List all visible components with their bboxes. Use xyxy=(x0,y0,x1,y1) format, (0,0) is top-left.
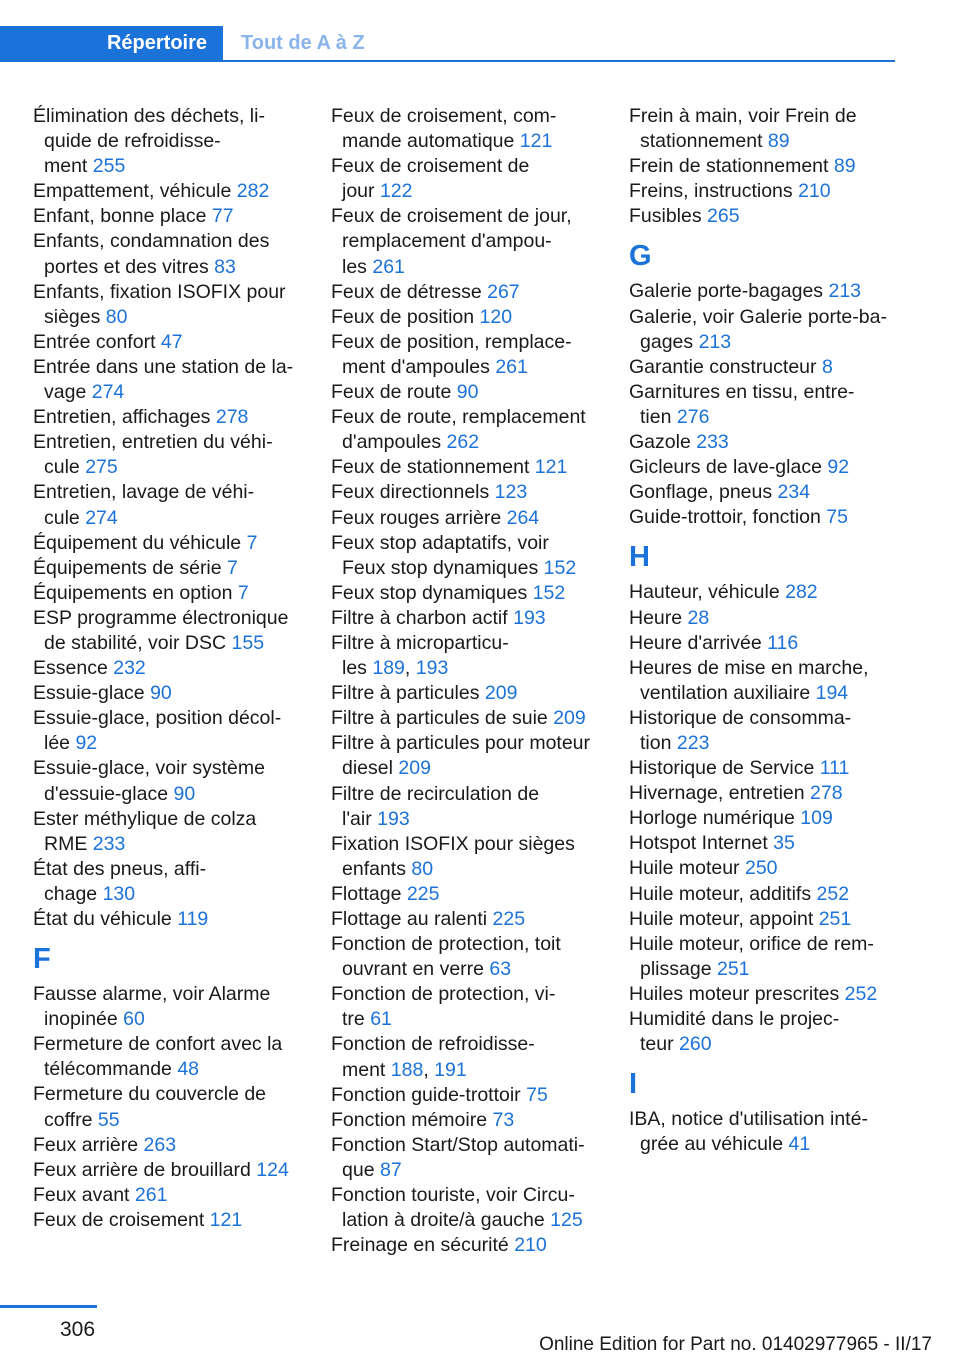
page-link[interactable]: 90 xyxy=(173,782,196,805)
index-entry-label: Heures de mise en marche, ventilation auxiliaire xyxy=(629,656,869,704)
page-link[interactable]: 7 xyxy=(237,581,249,604)
page-link[interactable]: 210 xyxy=(514,1234,547,1257)
index-entry xyxy=(331,932,621,982)
page-link[interactable]: 232 xyxy=(113,657,146,680)
index-entry xyxy=(33,1183,323,1208)
page-link[interactable]: 261 xyxy=(134,1183,168,1206)
index-entry-label: Feux de détresse xyxy=(331,280,482,303)
index-entry-label: Fonction de protection, vi- tre xyxy=(331,983,556,1031)
page-link[interactable]: 89 xyxy=(833,155,856,178)
index-entry-label: Historique de Service xyxy=(629,757,815,780)
index-entry xyxy=(331,581,621,606)
index-entry-label: Flottage xyxy=(331,882,402,905)
page-link[interactable]: 89 xyxy=(767,130,790,153)
page-link[interactable]: 282 xyxy=(236,180,270,203)
index-entry xyxy=(331,455,621,480)
index-entry-label: Essuie-glace xyxy=(33,682,145,705)
index-entry-label: Feux de stationnement xyxy=(331,456,530,479)
index-entry-label: Feux de croisement de jour xyxy=(331,155,530,203)
index-entry xyxy=(629,656,919,706)
index-entry-label: Essuie-glace, position décol- lée xyxy=(33,707,282,755)
index-entry xyxy=(331,104,621,154)
index-entry xyxy=(33,229,323,279)
index-entry xyxy=(629,104,919,154)
page-link[interactable]: 152 xyxy=(532,581,566,604)
index-column-2 xyxy=(331,104,621,1258)
index-entry xyxy=(629,882,919,907)
index-entry xyxy=(33,280,323,330)
index-entry-label: Hotspot Internet xyxy=(629,832,768,855)
index-entry xyxy=(33,1208,323,1233)
index-entry-label: Feux de position, remplace- ment d'ampoules xyxy=(331,330,572,378)
index-entry xyxy=(33,355,323,405)
page-link[interactable]: 121 xyxy=(209,1208,243,1231)
index-entry-label: Élimination des déchets, li- quide de refroidisse- ment xyxy=(33,105,265,178)
index-entry-label: Filtre à particules pour moteur diesel xyxy=(331,732,591,780)
page-link[interactable]: 109 xyxy=(800,807,833,830)
index-entry xyxy=(331,204,621,279)
page-link[interactable]: 194 xyxy=(815,681,849,704)
page-link[interactable]: 63 xyxy=(489,958,512,981)
index-entry-label: Filtre à charbon actif xyxy=(331,606,508,629)
page-link[interactable]: 124 xyxy=(256,1158,289,1181)
index-entry-label: État des pneus, affi- chage xyxy=(33,857,207,905)
page-link[interactable]: 83 xyxy=(214,255,236,278)
page-link[interactable]: 130 xyxy=(102,882,136,905)
page-link[interactable]: 252 xyxy=(816,882,850,905)
page-link[interactable]: 264 xyxy=(506,506,540,529)
index-entry-label: Feux de route xyxy=(331,381,452,404)
index-entry-label: Hivernage, entretien xyxy=(629,782,805,805)
page-link[interactable]: 90 xyxy=(456,381,479,404)
page-link[interactable]: 276 xyxy=(676,405,710,428)
index-entry-label: Garantie constructeur xyxy=(629,355,817,378)
index-entry xyxy=(331,782,621,832)
page-link[interactable]: 61 xyxy=(370,1008,392,1031)
index-entry xyxy=(629,430,919,455)
index-entry xyxy=(331,1233,621,1258)
index-entry xyxy=(33,204,323,229)
index-entry-label: Fonction touriste, voir Circu- lation à droite/à gauche xyxy=(331,1184,575,1232)
index-entry-label: Feux directionnels xyxy=(331,481,490,504)
index-letter-heading: H xyxy=(629,541,650,574)
index-entry xyxy=(629,806,919,831)
index-entry xyxy=(331,681,621,706)
index-entry xyxy=(33,681,323,706)
page-link[interactable]: 7 xyxy=(246,531,258,554)
page-link[interactable]: 225 xyxy=(492,908,526,930)
index-entry xyxy=(629,1107,919,1157)
page-link[interactable]: 263 xyxy=(143,1133,177,1156)
index-entry-label: Fonction Start/Stop automati- que xyxy=(331,1133,585,1181)
page-link[interactable]: 213 xyxy=(828,280,862,303)
page-link[interactable]: 265 xyxy=(707,205,740,228)
page-link[interactable]: 225 xyxy=(406,882,440,905)
index-letter-heading: I xyxy=(629,1068,638,1101)
index-entry xyxy=(331,731,621,781)
index-entry xyxy=(33,1158,323,1183)
page-link[interactable]: 73 xyxy=(492,1108,515,1131)
index-entry-label: Filtre à particules xyxy=(331,682,480,705)
index-entry xyxy=(331,305,621,330)
page-link[interactable]: 116 xyxy=(767,631,799,654)
index-column-3 xyxy=(629,104,919,1157)
index-entry xyxy=(33,556,323,581)
index-entry xyxy=(33,907,323,932)
index-entry xyxy=(33,656,323,681)
index-column-1 xyxy=(33,104,323,1233)
page-link[interactable]: 7 xyxy=(227,556,238,579)
index-entry-label: Feux de route, remplacement d'ampoules xyxy=(331,406,586,454)
index-entry-label: Entrée confort xyxy=(33,330,156,353)
index-entry xyxy=(629,179,919,204)
index-entry-label: Huile moteur xyxy=(629,857,740,880)
page-link[interactable]: 233 xyxy=(92,832,126,855)
index-entry xyxy=(629,355,919,380)
page-link[interactable]: 251 xyxy=(716,957,750,980)
index-entry xyxy=(331,832,621,882)
index-entry xyxy=(33,531,323,556)
tab-bar xyxy=(0,26,895,62)
index-entry xyxy=(629,631,919,656)
page-link[interactable]: 209 xyxy=(484,682,518,705)
index-entry-label: Entrée dans une station de la- vage xyxy=(33,355,294,404)
page-link[interactable]: 250 xyxy=(744,857,778,880)
index-entry-label: Fonction guide-trottoir xyxy=(331,1083,521,1106)
index-entry-label: Feux stop adaptatifs, voir Feux stop dynamiques xyxy=(331,531,549,579)
page-link[interactable]: 278 xyxy=(810,782,843,805)
index-entry xyxy=(629,706,919,756)
index-entry xyxy=(629,480,919,505)
index-entry-label: Gazole xyxy=(629,431,691,454)
index-entry xyxy=(331,480,621,505)
page-link[interactable]: 260 xyxy=(679,1033,712,1056)
index-entry xyxy=(33,480,323,530)
index-entry: Filtre à microparticu- les 189, 193 xyxy=(331,631,509,680)
page-link[interactable]: 267 xyxy=(487,280,520,303)
page-link[interactable]: 121 xyxy=(534,456,568,479)
index-entry-label: Enfants, condamnation des portes et des vitres xyxy=(33,230,270,278)
index-entry-label: ESP programme électronique de stabilité, voir DSC xyxy=(33,606,289,654)
index-entry xyxy=(629,856,919,881)
index-entry-label: Enfants, fixation ISOFIX pour sièges xyxy=(33,280,286,328)
index-entry xyxy=(331,531,621,581)
index-entry-label: Huile moteur, additifs xyxy=(629,882,812,905)
page-link[interactable]: 48 xyxy=(177,1058,200,1081)
page-link[interactable]: 55 xyxy=(97,1108,120,1131)
index-entry-label: Filtre à microparticu- les xyxy=(331,631,509,680)
page-link[interactable]: 223 xyxy=(676,731,710,754)
index-entry xyxy=(629,781,919,806)
index-entry-label: Heure d'arrivée xyxy=(629,631,762,654)
page-link[interactable]: 90 xyxy=(150,682,172,705)
page-link[interactable]: 274 xyxy=(91,381,125,404)
page-link[interactable]: 75 xyxy=(826,506,848,529)
index-entry-label: Fonction de protection, toit ouvrant en verre xyxy=(331,933,561,981)
index-entry-label: Filtre à particules de suie xyxy=(331,707,548,730)
index-entry-label: Équipements en option xyxy=(33,581,233,604)
index-entry-label: Garnitures en tissu, entre- tien xyxy=(629,380,855,428)
index-entry-label: Heure xyxy=(629,606,683,629)
index-entry xyxy=(33,606,323,656)
index-entry-label: Fonction mémoire xyxy=(331,1108,488,1131)
index-entry xyxy=(331,882,621,907)
index-entry-label: Gonflage, pneus xyxy=(629,481,773,504)
index-entry-label: Essuie-glace, voir système d'essuie-glace xyxy=(33,757,265,805)
index-entry-label: Entretien, lavage de véhi- cule xyxy=(33,481,255,529)
index-entry xyxy=(331,280,621,305)
index-entry-label: Fusibles xyxy=(629,205,702,228)
page-link[interactable]: 35 xyxy=(773,832,795,855)
index-entry xyxy=(629,580,919,605)
index-entry xyxy=(33,104,323,179)
page-link[interactable]: 80 xyxy=(105,305,128,328)
index-entry-label: Empattement, véhicule xyxy=(33,180,232,203)
footer-rule xyxy=(0,1305,97,1308)
index-entry-label: Fixation ISOFIX pour sièges enfants xyxy=(331,832,575,880)
page-link[interactable]: 193 xyxy=(377,807,410,830)
page-link[interactable]: 111 xyxy=(819,757,850,780)
page-link[interactable]: 234 xyxy=(777,481,811,504)
page-link[interactable]: 87 xyxy=(379,1158,402,1181)
index-entry-label: Fermeture de confort avec la télécommande xyxy=(33,1033,283,1081)
index-entry-label: Freinage en sécurité xyxy=(331,1234,509,1257)
index-entry-label: Huile moteur, appoint xyxy=(629,907,814,930)
index-entry xyxy=(33,982,323,1032)
index-entry xyxy=(629,756,919,781)
index-entry-label: Filtre de recirculation de l'air xyxy=(331,782,540,830)
index-entry xyxy=(629,932,919,982)
index-entry xyxy=(33,1082,323,1132)
index-entry xyxy=(331,907,621,932)
page-link[interactable]: 120 xyxy=(479,305,513,328)
index-entry xyxy=(33,405,323,430)
index-entry-label: Gicleurs de lave-glace xyxy=(629,456,822,479)
index-entry-label: Frein à main, voir Frein de stationnement xyxy=(629,105,857,153)
index-entry-label: Humidité dans le projec- teur xyxy=(629,1008,840,1056)
page-link[interactable]: 191 xyxy=(434,1058,467,1081)
index-entry xyxy=(331,1133,621,1183)
index-entry xyxy=(629,204,919,229)
index-entry-label: Feux de position xyxy=(331,305,475,328)
index-entry xyxy=(331,982,621,1032)
page-link[interactable]: 60 xyxy=(123,1008,145,1031)
page-link[interactable]: 255 xyxy=(92,155,126,178)
index-entry xyxy=(629,505,919,530)
index-letter-heading: F xyxy=(33,943,51,976)
index-entry-label: Flottage au ralenti xyxy=(331,908,488,930)
index-entry xyxy=(629,982,919,1007)
index-entry-label: Galerie porte-bagages xyxy=(629,280,824,303)
page-link[interactable]: 122 xyxy=(379,180,413,203)
edition-note: Online Edition for Part no. 01402977965 - II/17 xyxy=(539,1334,932,1355)
index-entry-label: Feux de croisement de jour, remplacement d'ampou- les xyxy=(331,205,572,278)
page-link[interactable]: 261 xyxy=(495,355,528,378)
index-entry: Fonction de refroidisse- ment 188, 191 xyxy=(331,1033,535,1081)
index-entry-label: Fonction de refroidisse- ment xyxy=(331,1033,535,1081)
index-entry-label: Fausse alarme, voir Alarme inopinée xyxy=(33,983,271,1031)
index-entry-label: Entretien, affichages xyxy=(33,406,211,429)
index-entry xyxy=(629,279,919,304)
page-link[interactable]: 209 xyxy=(398,757,431,780)
index-entry-label: Hauteur, véhicule xyxy=(629,581,780,604)
tab-repertoire[interactable]: Répertoire xyxy=(0,26,223,60)
page-link[interactable]: 274 xyxy=(85,506,118,529)
index-entry xyxy=(33,857,323,907)
page-link[interactable]: 75 xyxy=(526,1083,548,1106)
index-entry-label: Feux de croisement, com- mande automatique xyxy=(331,105,557,153)
page-link[interactable]: 213 xyxy=(698,330,732,353)
index-entry xyxy=(629,305,919,355)
page-number: 306 xyxy=(60,1318,96,1341)
index-entry xyxy=(629,1007,919,1057)
page-link[interactable]: 92 xyxy=(827,456,850,479)
index-letter-heading: G xyxy=(629,240,652,273)
page-link[interactable]: 155 xyxy=(231,631,265,654)
page-link[interactable]: 251 xyxy=(818,907,852,930)
page-link[interactable]: 92 xyxy=(75,732,98,755)
index-entry xyxy=(629,831,919,856)
index-entry-label: Feux de croisement xyxy=(33,1208,205,1231)
index-entry-label: Huile moteur, orifice de rem- plissage xyxy=(629,932,874,980)
index-entry-label: Équipement du véhicule xyxy=(33,531,242,554)
index-entry xyxy=(331,1108,621,1133)
index-entry xyxy=(33,706,323,756)
page-link[interactable]: 125 xyxy=(550,1209,583,1232)
index-entry-label: Horloge numérique xyxy=(629,807,795,830)
index-entry xyxy=(33,1133,323,1158)
index-entry xyxy=(33,430,323,480)
index-entry-label: Entretien, entretien du véhi- cule xyxy=(33,431,273,479)
index-entry-label: Galerie, voir Galerie porte-ba- gages xyxy=(629,305,887,353)
page-link[interactable]: 209 xyxy=(553,707,586,730)
page-link[interactable]: 189 xyxy=(372,657,405,680)
index-entry-label: Freins, instructions xyxy=(629,180,793,203)
index-entry xyxy=(629,154,919,179)
index-entry-label: Feux avant xyxy=(33,1183,130,1206)
page-link[interactable]: 278 xyxy=(215,406,249,429)
index-entry xyxy=(331,506,621,531)
index-entry xyxy=(629,380,919,430)
page-link[interactable]: 152 xyxy=(543,556,577,579)
index-entry-label: État du véhicule xyxy=(33,908,172,930)
page-link[interactable]: 80 xyxy=(411,857,434,880)
page-link[interactable]: 47 xyxy=(160,330,183,353)
page-link[interactable]: 261 xyxy=(372,255,405,278)
page-link[interactable]: 282 xyxy=(785,581,818,604)
page-link[interactable]: 252 xyxy=(844,982,878,1005)
index-entry xyxy=(331,1083,621,1108)
index-entry-label: Feux arrière de brouillard xyxy=(33,1158,251,1181)
tab-tout-de-a-a-z[interactable]: Tout de A à Z xyxy=(241,32,365,54)
page-link[interactable]: 121 xyxy=(519,130,553,153)
page-link[interactable]: 119 xyxy=(177,908,209,930)
index-entry-label: Feux arrière xyxy=(33,1133,139,1156)
page-link[interactable]: 233 xyxy=(696,431,729,454)
index-entry xyxy=(331,405,621,455)
index-entry-label: Frein de stationnement xyxy=(629,155,829,178)
index-entry xyxy=(331,380,621,405)
index-entry xyxy=(33,807,323,857)
index-entry-label: IBA, notice d'utilisation inté- grée au véhicule xyxy=(629,1108,868,1156)
page-link[interactable]: 193 xyxy=(415,657,449,680)
page-link[interactable]: 41 xyxy=(788,1133,811,1156)
index-entry-label: Feux rouges arrière xyxy=(331,506,502,529)
index-entry xyxy=(33,330,323,355)
index-entry xyxy=(331,606,621,631)
index-entry-label: Guide-trottoir, fonction xyxy=(629,506,821,529)
index-entry-label: Enfant, bonne place xyxy=(33,205,207,228)
index-entry-label: Fermeture du couvercle de coffre xyxy=(33,1083,267,1131)
index-entry xyxy=(331,330,621,380)
index-entry-label: Équipements de série xyxy=(33,556,222,579)
tab-underline xyxy=(0,60,895,62)
index-entry-label: Essence xyxy=(33,657,108,680)
page-link[interactable]: 210 xyxy=(798,180,831,203)
page-link[interactable]: 262 xyxy=(446,431,480,454)
index-entry-label: Feux stop dynamiques xyxy=(331,581,528,604)
page-link[interactable]: 188 xyxy=(390,1058,424,1081)
index-entry xyxy=(33,756,323,806)
index-entry xyxy=(331,706,621,731)
page-link[interactable]: 77 xyxy=(211,205,234,228)
index-entry-label: Huiles moteur prescrites xyxy=(629,982,840,1005)
index-entry-label: Historique de consomma- tion xyxy=(629,706,852,754)
index-entry-label: Ester méthylique de colza RME xyxy=(33,807,257,855)
page-link[interactable]: 8 xyxy=(821,355,833,378)
index-entry xyxy=(33,581,323,606)
page-link[interactable]: 123 xyxy=(494,481,528,504)
index-entry xyxy=(331,154,621,204)
index-entry xyxy=(629,907,919,932)
index-entry xyxy=(33,179,323,204)
page-link[interactable]: 193 xyxy=(513,606,546,629)
page-link[interactable]: 28 xyxy=(687,606,710,629)
index-entry xyxy=(331,1183,621,1233)
index-entry xyxy=(33,1032,323,1082)
index-entry xyxy=(629,455,919,480)
index-entry xyxy=(629,606,919,631)
page-link[interactable]: 275 xyxy=(85,456,118,479)
